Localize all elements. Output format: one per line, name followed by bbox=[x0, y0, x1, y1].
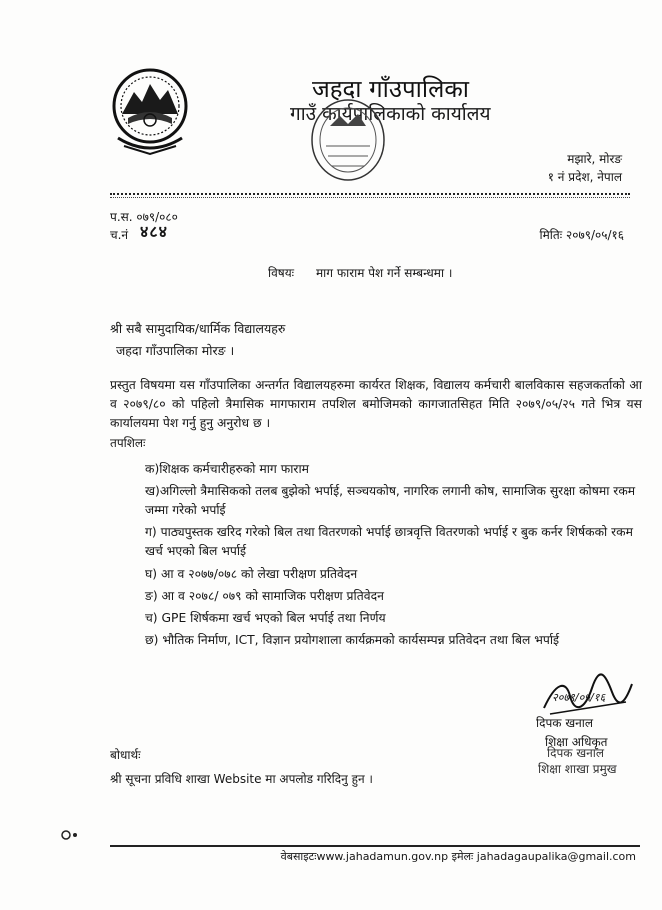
cc-line: श्री सूचना प्रविधि शाखा Website मा अपलोड गरिदिनु हुन । bbox=[110, 772, 373, 786]
dispatch-number: ४८४ bbox=[140, 222, 168, 241]
signature-date: २०७९/०५/१६ bbox=[552, 691, 606, 704]
subject-label: विषयः bbox=[268, 266, 295, 280]
list-item: ख)अगिल्लो त्रैमासिकको तलब बुझेको भर्पाई, सञ्चयकोष, नागरिक लगानी कोष, सामाजिक सुरक्षा कोषमा रकम जम्मा गरेको भर्पाई bbox=[145, 484, 636, 517]
list-item: ङ) आ व २०७८/ ०७९ को सामाजिक परीक्षण प्रतिवेदन bbox=[145, 589, 384, 603]
list-item: क)शिक्षक कर्मचारीहरुको माग फाराम bbox=[145, 462, 309, 476]
municipality-emblem-icon bbox=[108, 62, 192, 158]
stamp-title: शिक्षा शाखा प्रमुख bbox=[538, 762, 617, 776]
list-item: च) GPE शिर्षकमा खर्च भएको बिल भर्पाई तथा निर्णय bbox=[145, 611, 386, 625]
list-item: ग) पाठ्यपुस्तक खरिद गरेको बिल तथा वितरणको भर्पाई छात्रवृत्ति वितरणको भर्पाई र बुक कर्नर शिर्षकको रकम खर्च भएको बिल भर्पाई bbox=[145, 525, 633, 558]
signatory-name: दिपक खनाल bbox=[536, 716, 594, 730]
list-item: छ) भौतिक निर्माण, ICT, विज्ञान प्रयोगशाला कार्यक्रमको कार्यसम्पन्न प्रतिवेदन तथा बिल भर्पाई bbox=[145, 633, 560, 647]
subject-text: माग फाराम पेश गर्ने सम्बन्धमा । bbox=[316, 266, 453, 280]
footer-divider bbox=[110, 845, 640, 847]
body-paragraph: प्रस्तुत विषयमा यस गाँउपालिका अन्तर्गत विद्यालयहरुमा कार्यरत शिक्षक, विद्यालय कर्मचारी बालविकास सहजकर्ताको आ व २०७९/८० को पहिलो त्रैमासिक मागफाराम तपशिल बमोजिमको कागजातसिहत मिति २०७९/०५/२५ गते भित्र यस कार्यालयमा पेश गर्नु हुनु अनुरोध छ । bbox=[110, 378, 642, 430]
municipality-name: जहदा गाँउपालिका bbox=[312, 75, 470, 103]
office-name: गाउँ कार्यपालिकाको कार्यालय bbox=[290, 103, 491, 125]
letter-date: मितिः २०७९/०५/१६ bbox=[539, 228, 624, 242]
recipient-line-1: श्री सबै सामुदायिक/धार्मिक विद्यालयहरु bbox=[110, 321, 286, 336]
stamp-name: दिपक खनाल bbox=[547, 746, 605, 760]
footer-contact: वेबसाइटःwww.jahadamun.gov.np इमेलः jahadagaupalika@gmail.com bbox=[280, 850, 636, 863]
punch-hole-icon bbox=[60, 828, 80, 842]
office-seal-stamp bbox=[306, 96, 388, 192]
address-line-1: मझारे, मोरङ bbox=[567, 152, 622, 166]
header-divider bbox=[110, 193, 630, 195]
cc-label: बोधार्थः bbox=[110, 748, 141, 762]
signatory-title: शिक्षा अधिकृत bbox=[545, 735, 608, 749]
address-line-2: १ नं प्रदेश, नेपाल bbox=[547, 170, 622, 184]
list-title: तपशिलः bbox=[110, 436, 146, 450]
fiscal-reference: प.स. ०७९/०८० bbox=[110, 210, 178, 224]
dispatch-label: च.नं bbox=[110, 228, 129, 242]
header-divider-secondary bbox=[110, 197, 630, 198]
list-item: घ) आ व २०७७/०७८ को लेखा परीक्षण प्रतिवेदन bbox=[145, 567, 358, 581]
recipient-line-2: जहदा गाँउपालिका मोरङ । bbox=[116, 343, 235, 358]
